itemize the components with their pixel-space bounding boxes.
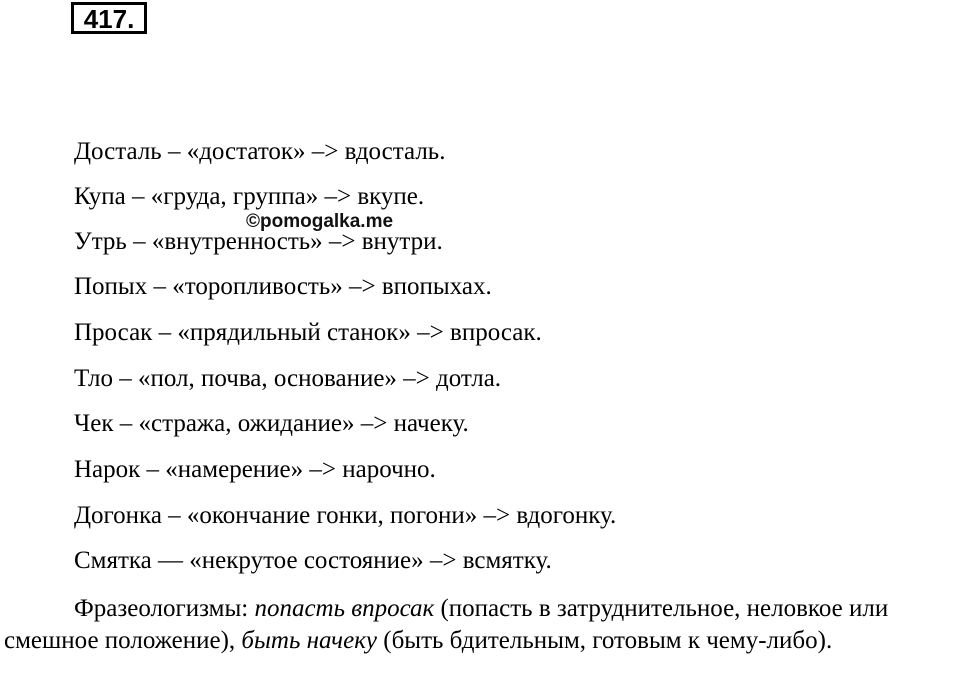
word-origin-line: Просак – «прядильный станок» –> впросак.	[74, 319, 542, 346]
word-origin-line: Смятка — «некрутое состояние» –> всмятку.	[74, 547, 552, 574]
exercise-number: 417.	[71, 2, 147, 34]
idiom-meaning: (быть бдительным, готовым к чему-либо).	[377, 626, 833, 654]
watermark: ©pomogalka.me	[246, 211, 394, 232]
word-origin-line: Купа – «груда, группа» –> вкупе.	[74, 183, 425, 210]
word-origin-line: Попых – «торопливость» –> впопыхах.	[74, 273, 492, 300]
word-origin-line: Догонка – «окончание гонки, погони» –> вдогонку.	[74, 502, 617, 529]
phraseology-label: Фразеологизмы:	[74, 595, 255, 622]
word-origin-line: Чек – «стража, ожидание» –> начеку.	[74, 410, 469, 437]
word-origin-line: Нарок – «намерение» –> нарочно.	[74, 456, 436, 483]
word-origin-line: Досталь – «достаток» –> вдосталь.	[74, 138, 446, 165]
phraseology-paragraph	[4, 593, 960, 656]
word-origin-line: Утрь – «внутренность» –> внутри.	[74, 228, 443, 255]
idiom-meaning: (попасть в затруднительное, неловкое или смешное положение),	[4, 595, 889, 654]
word-origin-line: Тло – «пол, почва, основание» –> дотла.	[74, 365, 502, 392]
idiom-poppast-vprosak: попасть впросак	[254, 595, 435, 622]
idiom-byt-nacheku: быть начеку	[241, 626, 377, 654]
